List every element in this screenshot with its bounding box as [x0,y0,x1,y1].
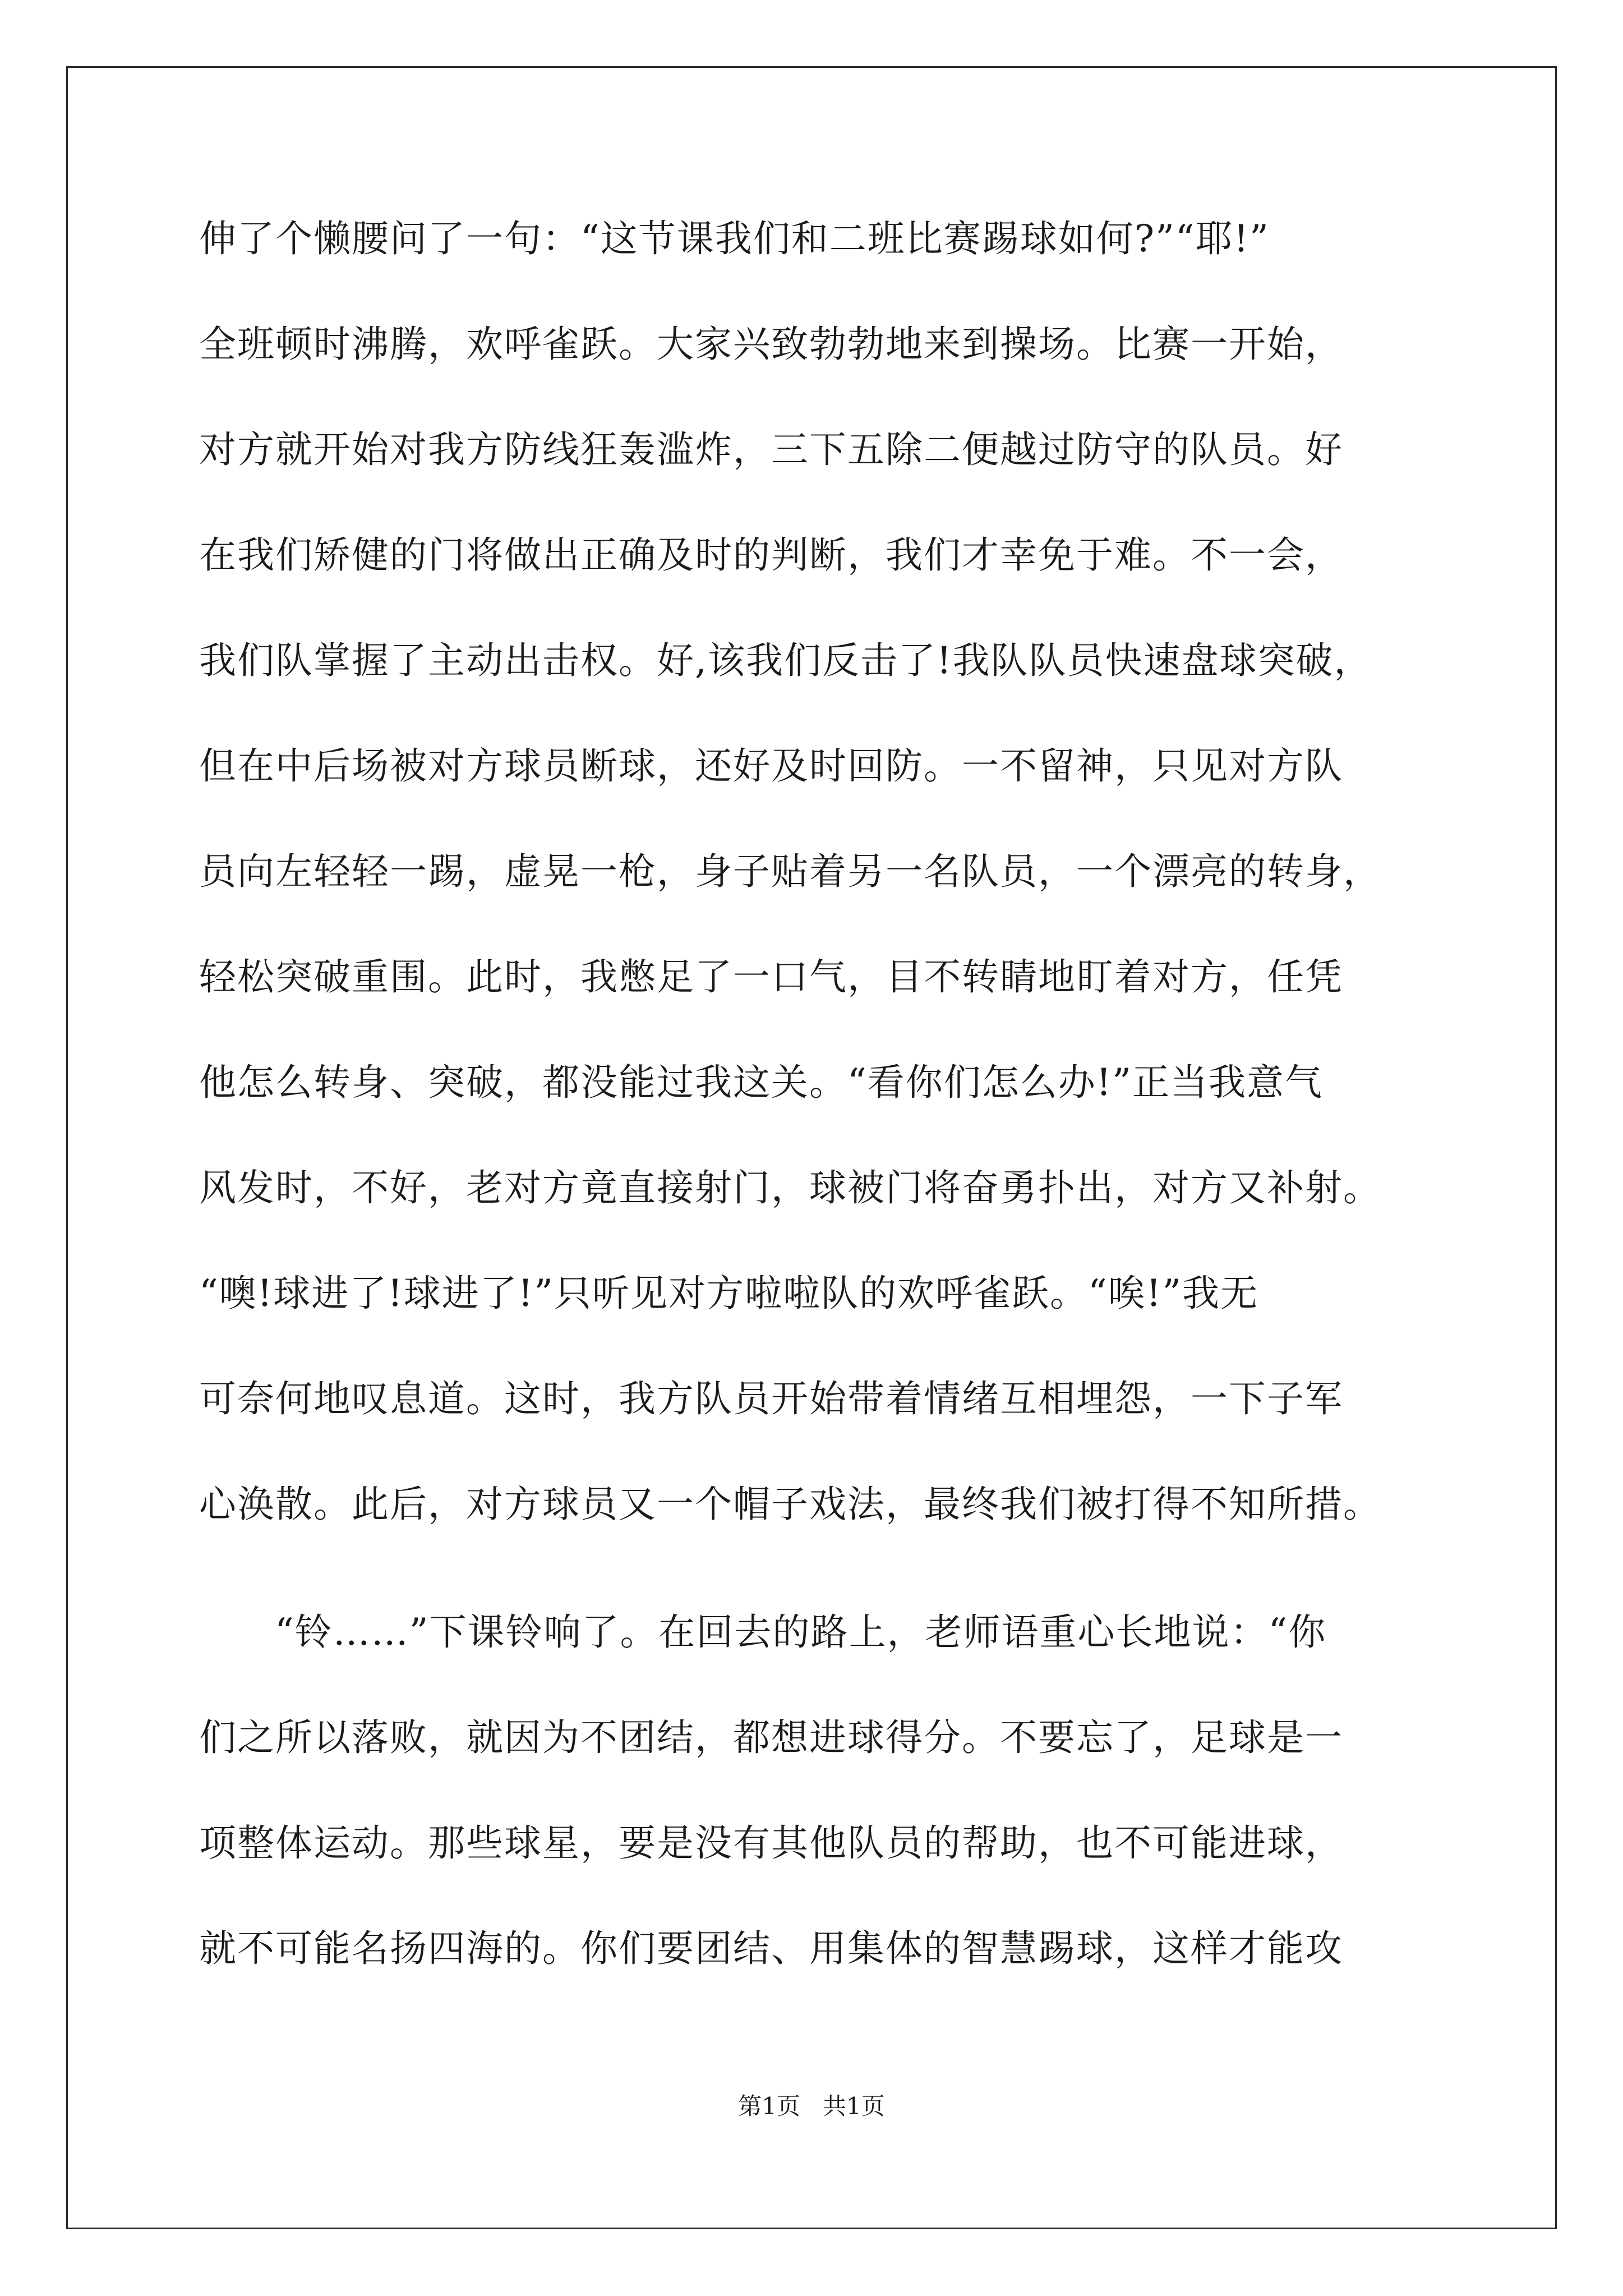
text-line: 在我们矫健的门将做出正确及时的判断，我们才幸免于难。不一会， [199,533,1343,577]
text-line: 他怎么转身、突破，都没能过我这关。“看你们怎么办!”正当我意气 [199,1061,1324,1104]
text-line: 就不可能名扬四海的。你们要团结、用集体的智慧踢球，这样才能攻 [199,1927,1343,1970]
text-line: 全班顿时沸腾，欢呼雀跃。大家兴致勃勃地来到操场。比赛一开始， [199,323,1343,366]
text-line: 轻松突破重围。此时，我憋足了一口气，目不转睛地盯着对方，任凭 [199,955,1343,999]
text-line: 对方就开始对我方防线狂轰滥炸，三下五除二便越过防守的队员。好 [199,428,1343,471]
text-line: 我们队掌握了主动出击权。好,该我们反击了!我队队员快速盘球突破， [199,639,1372,682]
page-number-footer: 第1页 共1页 [738,2092,885,2120]
text-line: 风发时，不好，老对方竟直接射门，球被门将奋勇扑出，对方又补射。 [199,1166,1381,1209]
text-line: 员向左轻轻一踢，虚晃一枪，身子贴着另一名队员，一个漂亮的转身， [199,850,1381,893]
text-line: 们之所以落败，就因为不团结，都想进球得分。不要忘了，足球是一 [199,1716,1343,1759]
text-line: 项整体运动。那些球星，要是没有其他队员的帮助，也不可能进球， [199,1821,1343,1865]
text-line: 可奈何地叹息道。这时，我方队员开始带着情绪互相埋怨，一下子军 [199,1377,1343,1420]
text-line: “噢!球进了!球进了!”只听见对方啦啦队的欢呼雀跃。“唉!”我无 [199,1272,1259,1315]
paragraph-first-line: “铃……”下课铃响了。在回去的路上，老师语重心长地说：“你 [275,1611,1327,1654]
text-line: 心涣散。此后，对方球员又一个帽子戏法，最终我们被打得不知所措。 [199,1483,1381,1526]
text-line: 伸了个懒腰问了一句：“这节课我们和二班比赛踢球如何?”“耶!” [199,217,1270,260]
page-border [66,66,1557,2229]
text-line: 但在中后场被对方球员断球，还好及时回防。一不留神，只见对方队 [199,744,1343,788]
